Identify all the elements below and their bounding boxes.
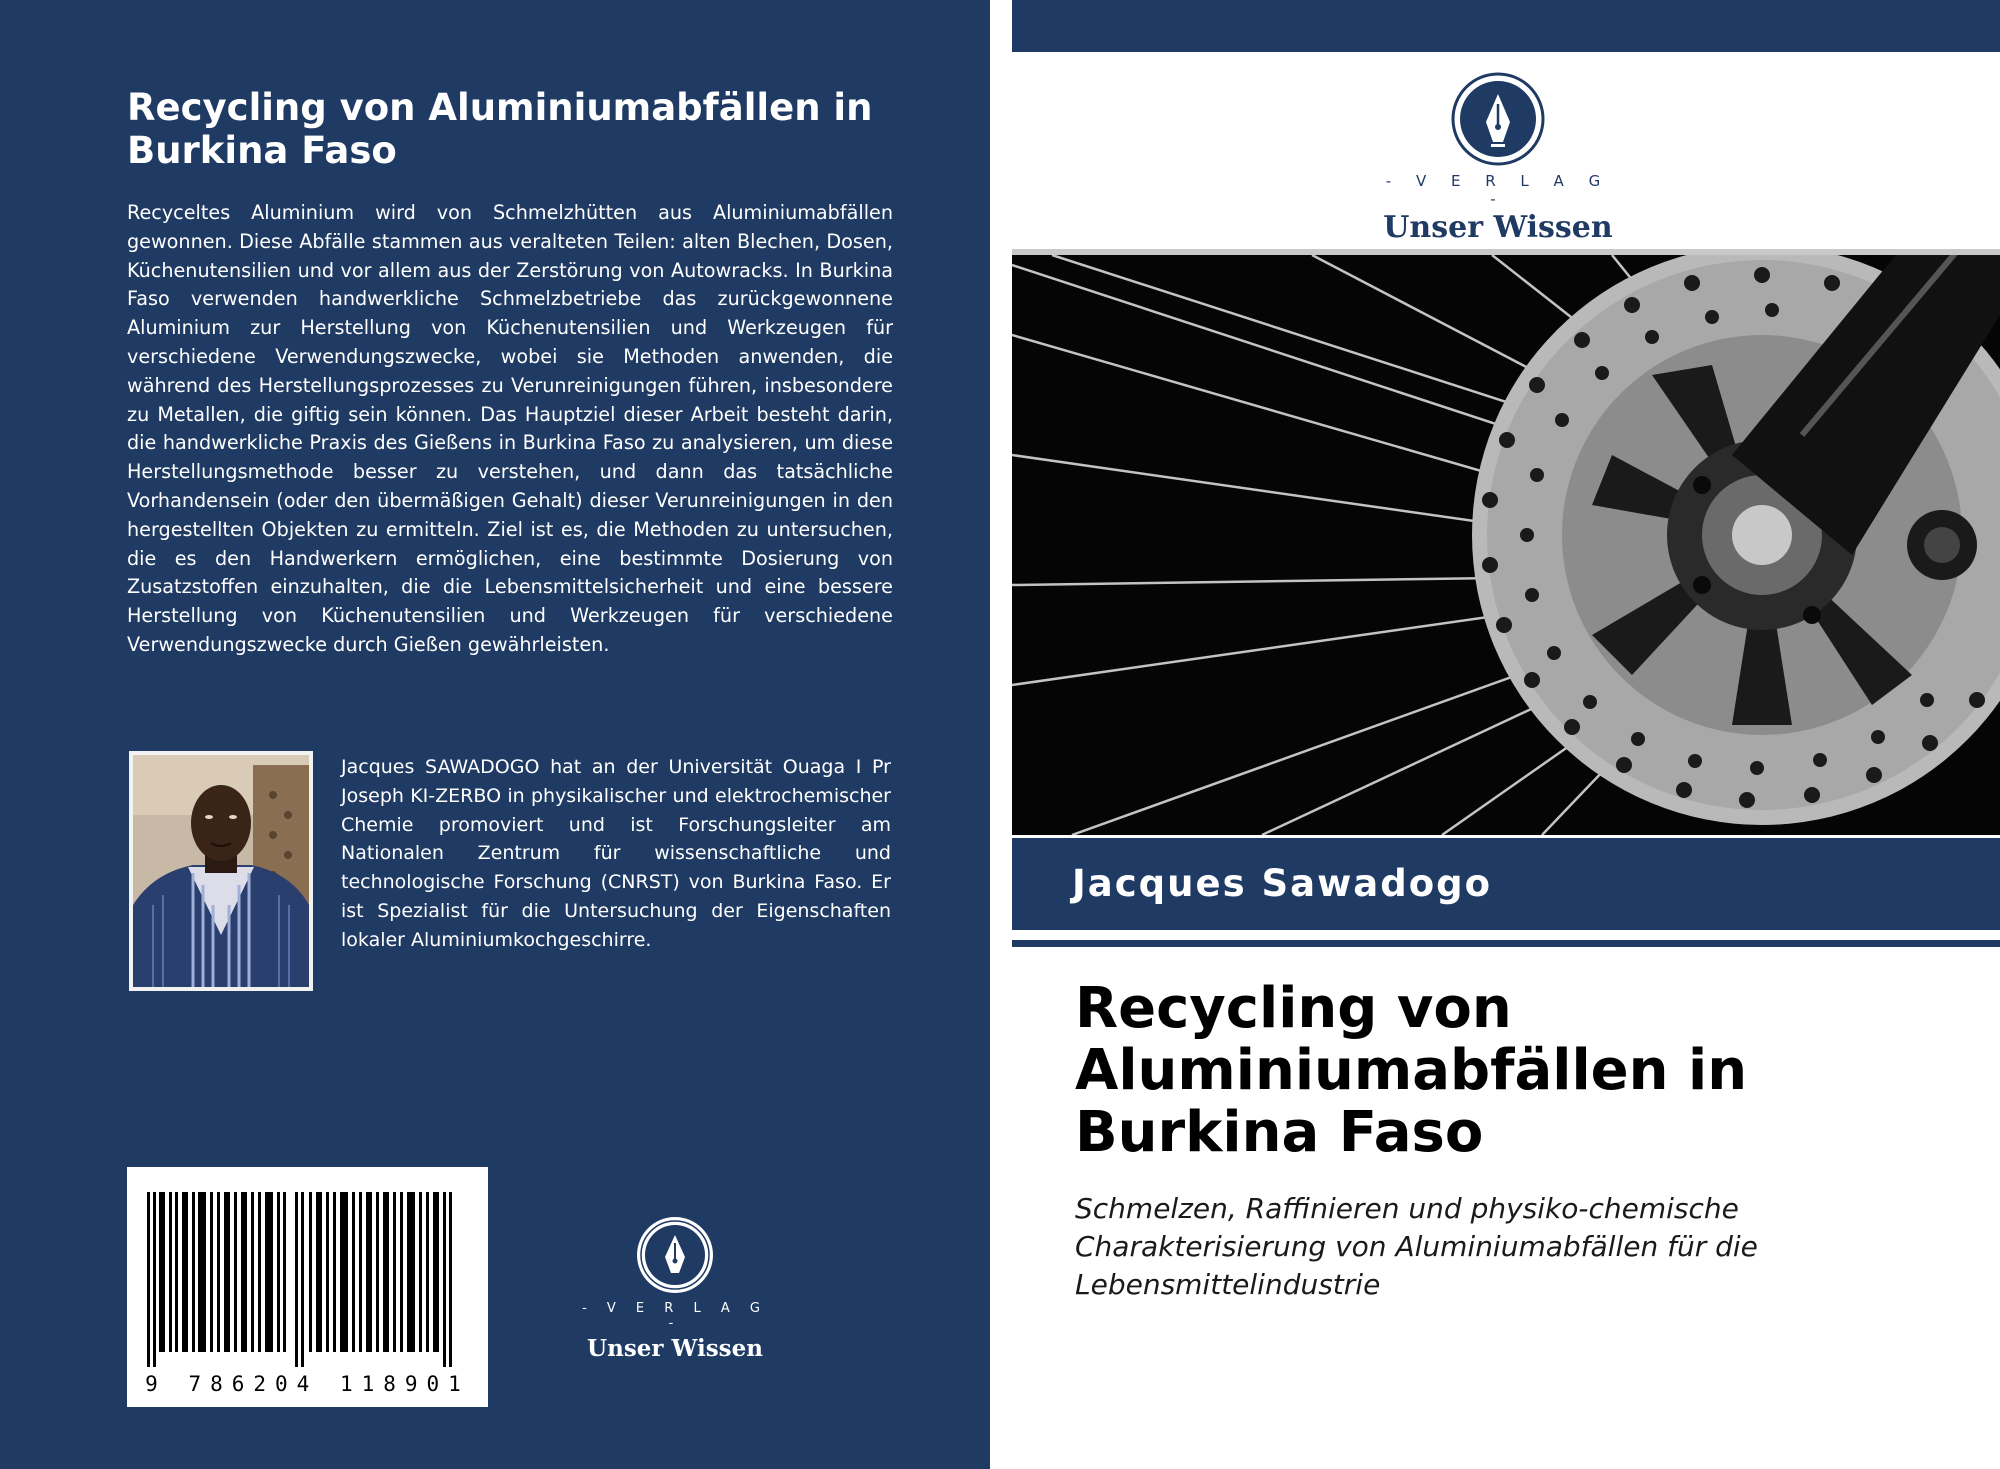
author-portrait-image: [133, 755, 309, 987]
brake-disc-image: [1012, 255, 2000, 835]
author-band-underline: [1012, 940, 2000, 947]
author-photo: [129, 751, 313, 991]
cover-photo: [1012, 255, 2000, 835]
author-bio: Jacques SAWADOGO hat an der Universität Ouaga I Pr Joseph KI-ZERBO in physikalischer und elektrochemischer Chemie promoviert und ist Forschungsleiter am Nationalen Zentrum für wissenschaftliche und technologische Forschung (CNRST) von Burkina Faso. Er ist Spezialist für die Untersuchung der Eigenschaften lokaler Aluminiumkochgeschirre.: [341, 756, 891, 951]
isbn-barcode: [127, 1167, 488, 1407]
front-logo-name: Unser Wissen: [1383, 210, 1613, 245]
barcode: [145, 1192, 470, 1367]
back-cover-blurb: Recyceltes Aluminium wird von Schmelzhütten aus Aluminiumabfällen gewonnen. Diese Abfälle stammen aus veralteten Teilen: alten Blechen, Dosen, Küchenutensilien und vor allem aus der Zerstörung von Autowracks. In Burkina Faso verwenden handwerkliche Schmelzbetriebe das zurückgewonnene Aluminium zur Herstellung von Küchenutensilien und Werkzeugen für verschiedene Verwendungszwecke, wobei sie Methoden anwenden, die während des Herstellungsprozesses zu Verunreinigungen führen, insbesondere zu Metallen, die giftig sein können. Das Hauptziel dieser Arbeit besteht darin, die handwerkliche Praxis des Gießens in Burkina Faso zu analysieren, um diese Herstellungsmethode besser zu verstehen, und dann das tatsächliche Vorhandensein (oder den übermäßigen Gehalt) dieser Verunreinigungen in den hergestellten Objekten zu ermitteln. Ziel ist es, die Methoden zu untersuchen, die es den Handwerkern ermöglichen, eine bestimmte Dosierung von Zusatzstoffen einzuhalten, die die Lebensmittelsicherheit und eine bessere Herstellung von Küchenutensilien und Werkzeugen für verschiedene Verwendungszwecke durch Gießen gewährleisten.: [127, 201, 893, 656]
fountain-pen-nib-icon: [1451, 72, 1545, 166]
back-logo-verlag: - V E R L A G -: [582, 1301, 768, 1331]
cover-gap: [990, 0, 1012, 1469]
front-publisher-logo: [1380, 72, 1616, 245]
back-cover-title: Recycling von Aluminiumabfällen in Burkina Faso: [127, 86, 873, 172]
back-logo-name: Unser Wissen: [587, 1335, 763, 1362]
front-author-name: Jacques Sawadogo: [1072, 862, 1493, 905]
isbn-digits: 9 786204 118901: [145, 1372, 470, 1396]
front-cover-title: Recycling von Aluminiumabfällen in Burkina Faso: [1075, 976, 1748, 1165]
back-publisher-logo: [580, 1215, 770, 1362]
author-band: [1012, 838, 2000, 930]
front-logo-verlag: - V E R L A G -: [1385, 172, 1611, 208]
front-top-bar: [1012, 0, 2000, 52]
fountain-pen-nib-icon: [635, 1215, 715, 1295]
front-cover-subtitle: Schmelzen, Raffinieren und physiko-chemische Charakterisierung von Aluminiumabfällen für die Lebensmittelindustrie: [1075, 1192, 1758, 1301]
